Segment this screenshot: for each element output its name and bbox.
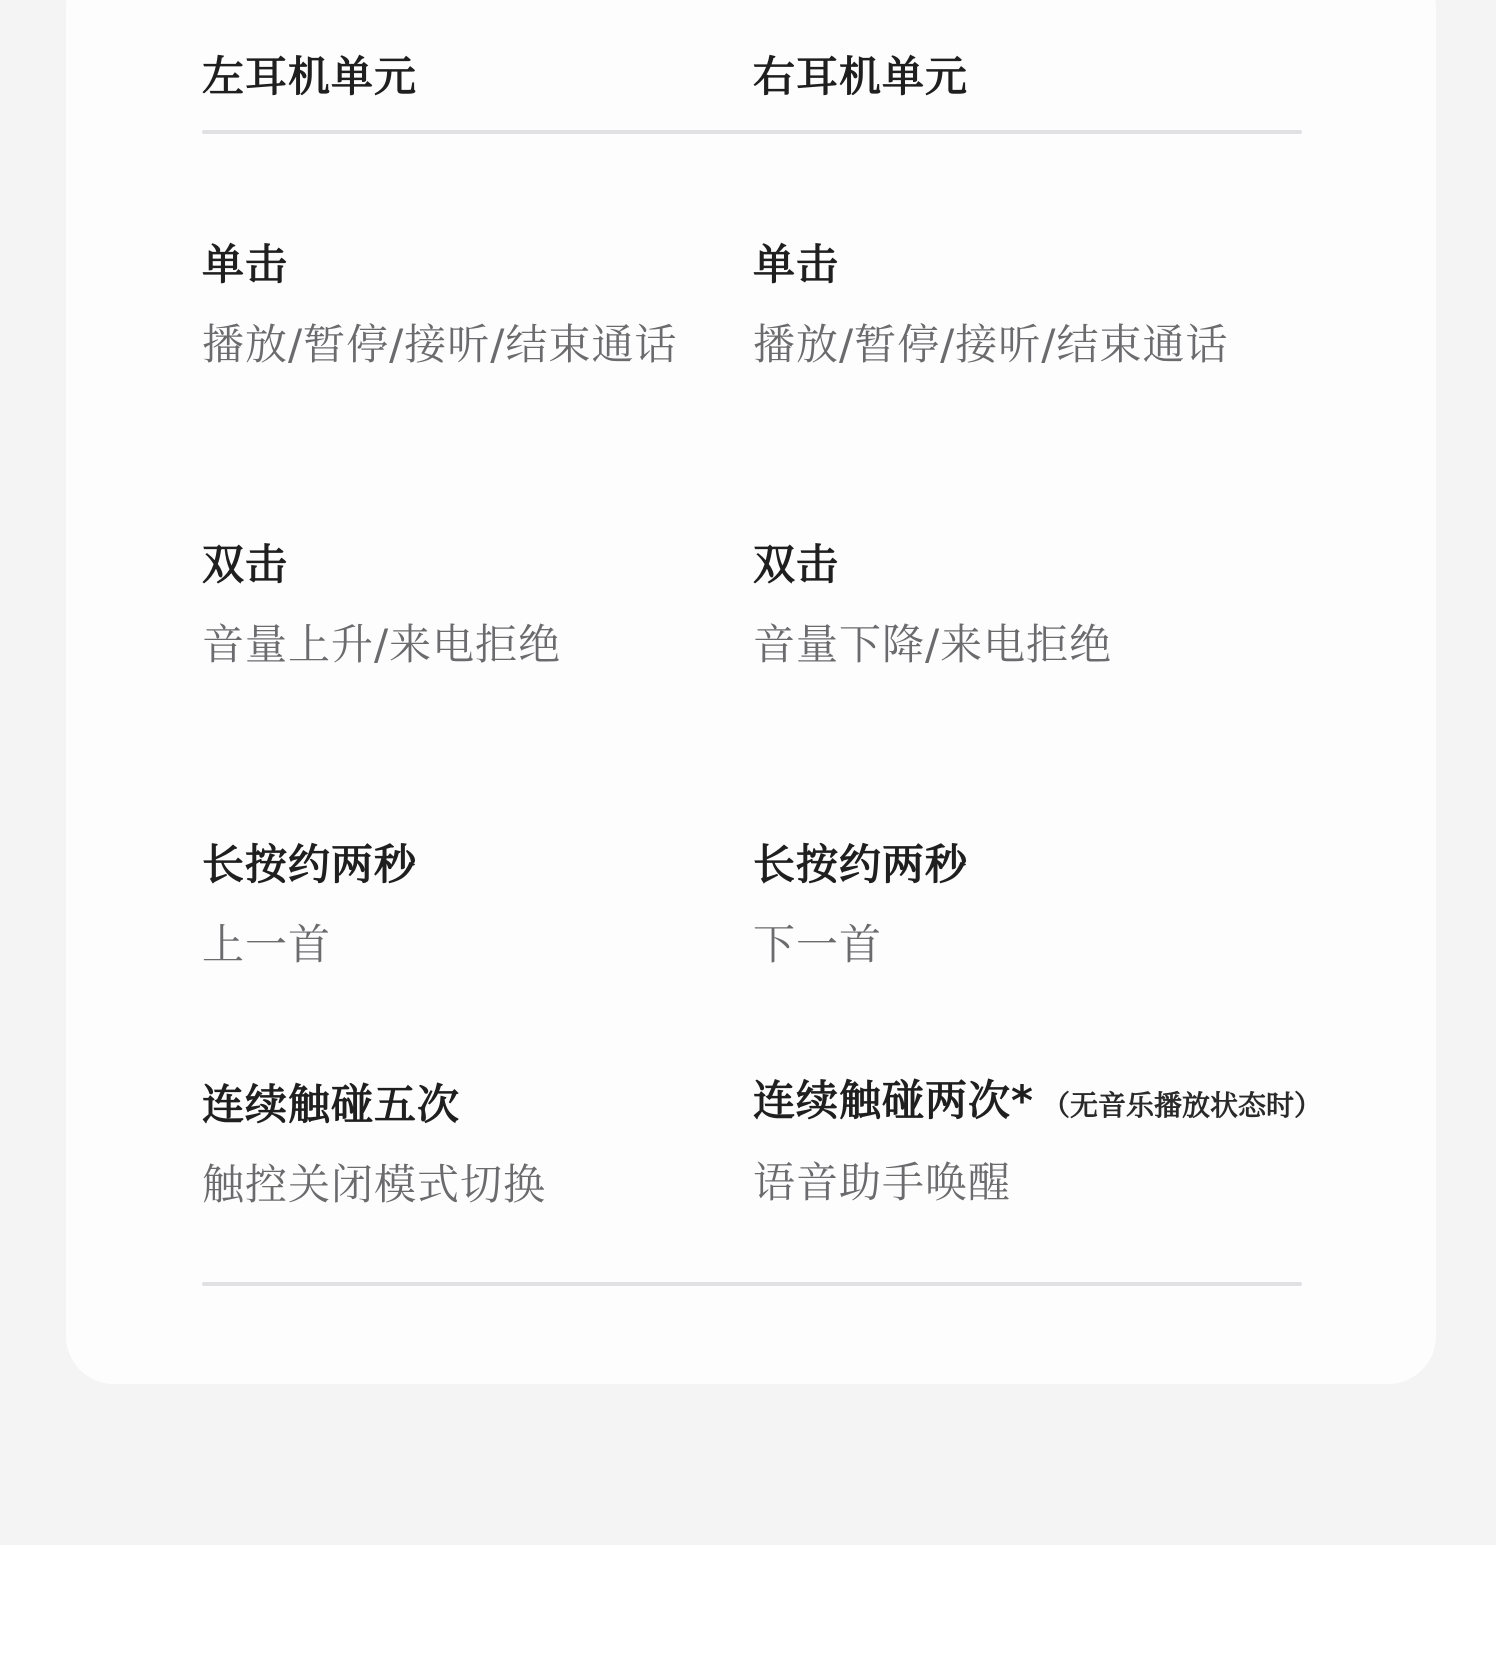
left-action-tap-five-times: 触控关闭模式切换	[202, 1160, 547, 1209]
right-gesture-note: （无音乐播放状态时）	[1041, 1089, 1322, 1122]
right-gesture-double-tap: 双击	[753, 540, 840, 589]
left-gesture-tap-five-times: 连续触碰五次	[202, 1080, 461, 1129]
header-divider	[202, 130, 1302, 134]
left-action-double-tap: 音量上升/来电拒绝	[202, 620, 562, 669]
left-earbud-header: 左耳机单元	[202, 52, 418, 101]
left-action-long-press: 上一首	[202, 920, 332, 969]
right-action-long-press: 下一首	[753, 920, 883, 969]
right-action-tap-twice: 语音助手唤醒	[753, 1158, 1012, 1207]
left-gesture-long-press: 长按约两秒	[202, 840, 418, 889]
left-gesture-double-tap: 双击	[202, 540, 289, 589]
left-action-single-tap: 播放/暂停/接听/结束通话	[202, 320, 678, 369]
right-action-double-tap: 音量下降/来电拒绝	[753, 620, 1113, 669]
left-gesture-single-tap: 单击	[202, 240, 289, 289]
footer-divider	[202, 1282, 1302, 1286]
right-action-single-tap: 播放/暂停/接听/结束通话	[753, 320, 1229, 369]
right-gesture-tap-twice-label: 连续触碰两次*	[753, 1076, 1034, 1125]
right-gesture-long-press: 长按约两秒	[753, 840, 969, 889]
right-earbud-header: 右耳机单元	[753, 52, 969, 101]
right-gesture-tap-twice	[753, 1068, 1322, 1128]
right-gesture-single-tap: 单击	[753, 240, 840, 289]
